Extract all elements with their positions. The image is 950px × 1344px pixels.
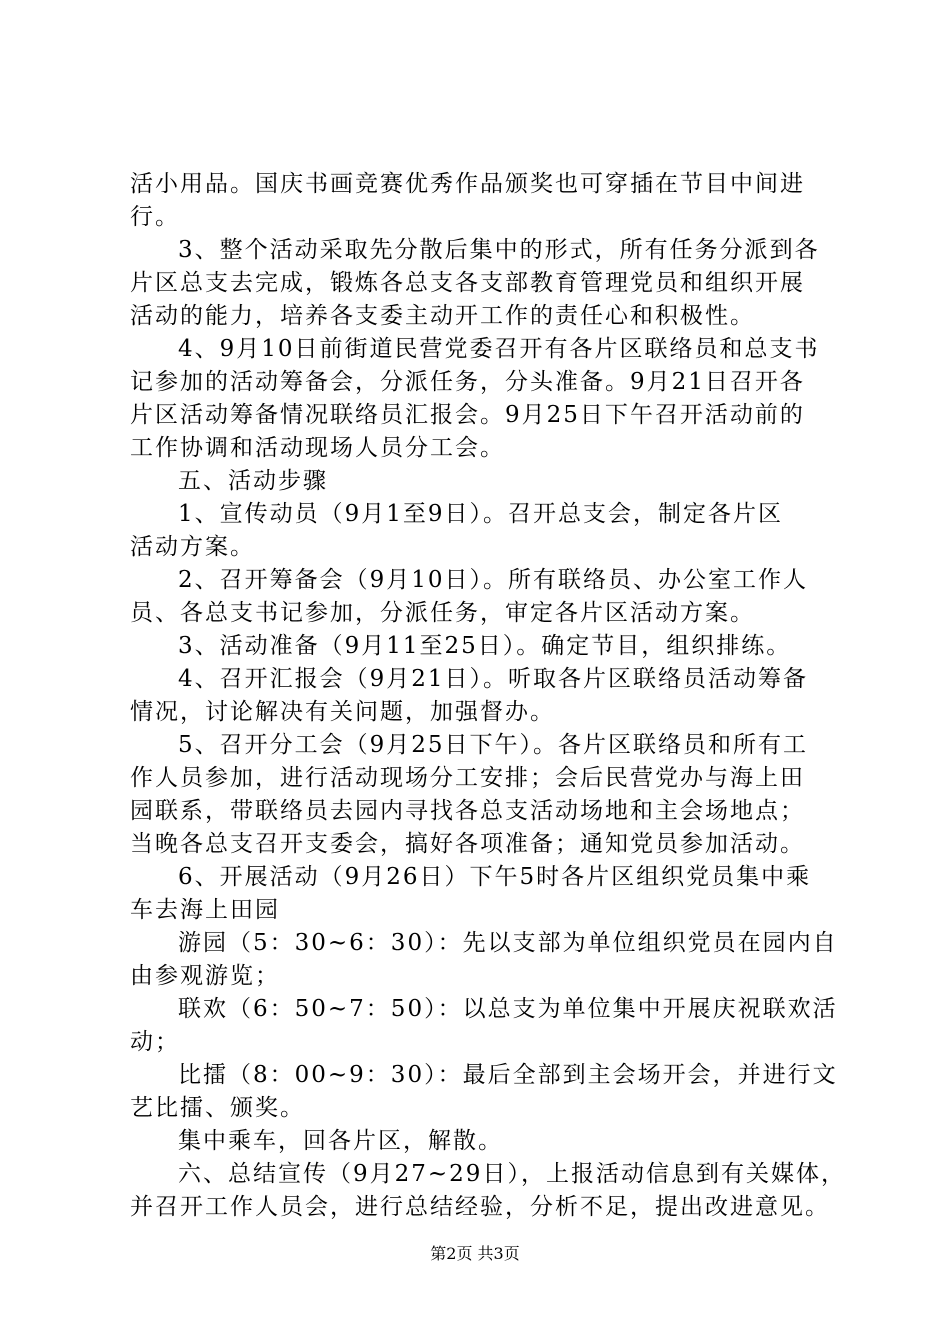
paragraph [130,498,830,564]
text-line: 由参观游览； [130,963,280,989]
paragraph [130,729,830,861]
text-line: 比擂（8：00~9：30）：最后全部到主会场开会，并进行文 [178,1062,838,1088]
paragraph [130,663,830,729]
text-line: 作人员参加，进行活动现场分工安排；会后民营党办与海上田 [130,765,805,791]
text-line: 片区总支去完成，锻炼各总支各支部教育管理党员和组织开展 [130,270,805,296]
text-line: 动； [130,1029,180,1055]
text-line: 当晚各总支召开支委会，搞好各项准备；通知党员参加活动。 [130,831,805,857]
paragraph [130,333,830,465]
page-number: 第2页 共3页 [430,1244,520,1263]
text-line: 情况，讨论解决有关问题，加强督办。 [130,699,555,725]
text-line: 片区活动筹备情况联络员汇报会。9月25日下午召开活动前的 [130,402,805,428]
text-line: 车去海上田园 [130,897,280,923]
text-line: 并召开工作人员会，进行总结经验，分析不足，提出改进意见。 [130,1194,830,1220]
paragraph [130,234,830,333]
text-line: 集中乘车，回各片区，解散。 [178,1128,503,1154]
text-line: 2、召开筹备会（9月10日）。所有联络员、办公室工作人 [178,567,809,593]
text-line: 活动的能力，培养各支委主动开工作的责任心和积极性。 [130,303,755,329]
paragraph [130,1059,838,1125]
paragraph [130,168,830,234]
text-line: 联欢（6：50~7：50）：以总支为单位集中开展庆祝联欢活 [178,996,838,1022]
text-line: 活动方案。 [130,534,255,560]
text-line: 记参加的活动筹备会，分派任务，分头准备。9月21日召开各 [130,369,805,395]
text-line: 1、宣传动员（9月1至9日）。召开总支会，制定各片区 [178,501,784,527]
text-line: 活小用品。国庆书画竞赛优秀作品颁奖也可穿插在节目中间进 [130,171,805,197]
text-line: 6、开展活动（9月26日）下午5时各片区组织党员集中乘 [178,864,812,890]
text-line: 4、召开汇报会（9月21日）。听取各片区联络员活动筹备 [178,666,809,692]
paragraph [130,1158,846,1224]
paragraph [130,465,830,498]
text-line: 3、活动准备（9月11至25日）。确定节目，组织排练。 [178,633,792,659]
text-line: 六、总结宣传（9月27~29日），上报活动信息到有关媒体， [178,1161,846,1187]
paragraph [130,564,830,630]
paragraph [130,993,838,1059]
document-body [130,168,846,1224]
text-line: 4、9月10日前街道民营党委召开有各片区联络员和总支书 [178,336,820,362]
paragraph [130,861,830,927]
text-line: 员、各总支书记参加，分派任务，审定各片区活动方案。 [130,600,755,626]
text-line: 园联系，带联络员去园内寻找各总支活动场地和主会场地点； [130,798,805,824]
text-line: 游园（5：30~6：30）：先以支部为单位组织党员在园内自 [178,930,838,956]
text-line: 3、整个活动采取先分散后集中的形式，所有任务分派到各 [178,237,820,263]
text-line: 艺比擂、颁奖。 [130,1095,305,1121]
paragraph [130,1125,830,1158]
text-line: 工作协调和活动现场人员分工会。 [130,435,505,461]
paragraph [130,927,838,993]
text-line: 五、活动步骤 [178,468,328,494]
text-line: 行。 [130,204,180,230]
paragraph [130,630,830,663]
text-line: 5、召开分工会（9月25日下午）。各片区联络员和所有工 [178,732,809,758]
